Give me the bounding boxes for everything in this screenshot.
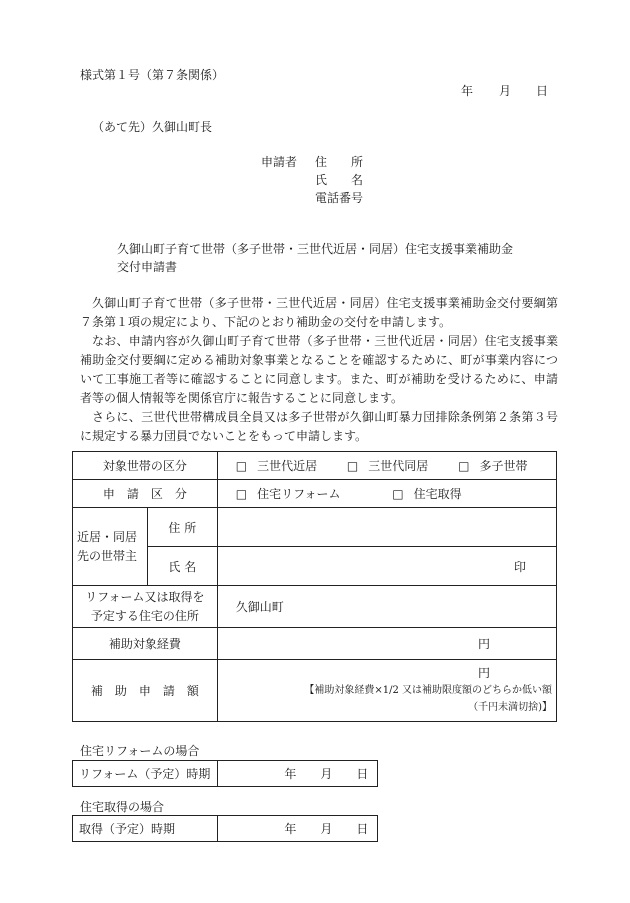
eligible-cost-label: 補助対象経費 [73,628,218,660]
subsidy-note-line1: 【補助対象経費×1/2 又は補助限度額のどちらか低い額 [304,685,552,696]
subsidy-amount-row [73,660,557,722]
option-reform[interactable]: □ 住宅リフォーム [235,487,341,501]
checkbox-icon[interactable]: □ [346,459,359,473]
reform-period-label: リフォーム（予定）時期 [73,761,218,787]
head-name-label: 氏 名 [147,547,217,586]
application-type-label: 申 請 区 分 [73,480,218,508]
option-sandai-dokyo[interactable]: □ 三世代同居 [346,459,429,473]
planned-address-field[interactable]: 久御山町 [217,586,556,628]
subsidy-amount-label: 補 助 申 請 額 [73,660,218,722]
option-sandai-kinkyo[interactable]: □ 三世代近居 [235,459,318,473]
reform-section-title: 住宅リフォームの場合 [80,744,200,758]
acquisition-period-label: 取得（予定）時期 [73,816,218,842]
application-type-row [73,480,557,508]
household-options [217,452,556,480]
planned-address-row [73,586,557,628]
application-table [72,451,557,722]
date-year-label: 年 [461,84,474,98]
applicant-label: 申請者 [261,155,298,169]
checkbox-icon[interactable]: □ [392,487,404,501]
applicant-address-label: 住 所 [315,155,364,169]
head-address-row [73,508,557,547]
head-address-label: 住 所 [147,508,217,547]
date-day-label: 日 [536,84,549,98]
date-month-label: 月 [499,84,512,98]
household-type-row [73,452,557,480]
addressee: （あて先）久御山町長 [92,120,213,134]
document-title-line2: 交付申請書 [117,260,178,274]
checkbox-icon[interactable]: □ [458,459,470,473]
nearby-head-label: 近居・同居先の世帯主 [73,508,148,586]
acquisition-period-table [72,815,378,842]
yen-unit: 円 [477,666,490,680]
option-acquisition[interactable]: □ 住宅取得 [392,487,462,501]
acquisition-period-field[interactable]: 年 月 日 [218,816,378,842]
head-name-field[interactable] [217,547,556,586]
yen-unit: 円 [477,637,490,651]
body-text [80,294,558,446]
eligible-cost-field[interactable] [217,628,556,660]
applicant-name-label: 氏 名 [315,173,364,187]
seal-mark: 印 [513,559,526,574]
eligible-cost-row [73,628,557,660]
form-number: 様式第１号（第７条関係） [80,68,225,82]
subsidy-note-line2: （千円未満切捨)】 [468,702,552,713]
subsidy-amount-field[interactable] [217,660,556,722]
household-type-label: 対象世帯の区分 [73,452,218,480]
applicant-phone-label: 電話番号 [315,191,364,205]
head-address-field[interactable] [217,508,556,547]
option-tashi-setai[interactable]: □ 多子世帯 [458,459,528,473]
body-paragraph-2: なお、申請内容が久御山町子育て世帯（多子世帯・三世代近居・同居）住宅支援事業補助金交付要綱に定める補助対象事業となることを確認するために、町が事業内容について工事施工者等に確認することに同意します。また、町が補助を受けるために、申請者等の個人情報等を関係官庁に報告することに同意します。 [80,334,558,405]
document-title-line1: 久御山町子育て世帯（多子世帯・三世代近居・同居）住宅支援事業補助金 [117,242,514,256]
checkbox-icon[interactable]: □ [235,487,248,501]
planned-address-label: リフォーム又は取得を予定する住宅の住所 [73,586,218,628]
reform-period-field[interactable]: 年 月 日 [218,761,378,787]
body-paragraph-1: 久御山町子育て世帯（多子世帯・三世代近居・同居）住宅支援事業補助金交付要綱第７条第１項の規定により、下記のとおり補助金の交付を申請します。 [80,296,558,329]
checkbox-icon[interactable]: □ [235,459,248,473]
body-paragraph-3: さらに、三世代世帯構成員全員又は多子世帯が久御山町暴力団排除条例第２条第３号に規定する暴力団員でないことをもって申請します。 [80,410,558,443]
reform-period-table [72,760,378,787]
acquisition-section-title: 住宅取得の場合 [80,800,165,814]
application-options [217,480,556,508]
